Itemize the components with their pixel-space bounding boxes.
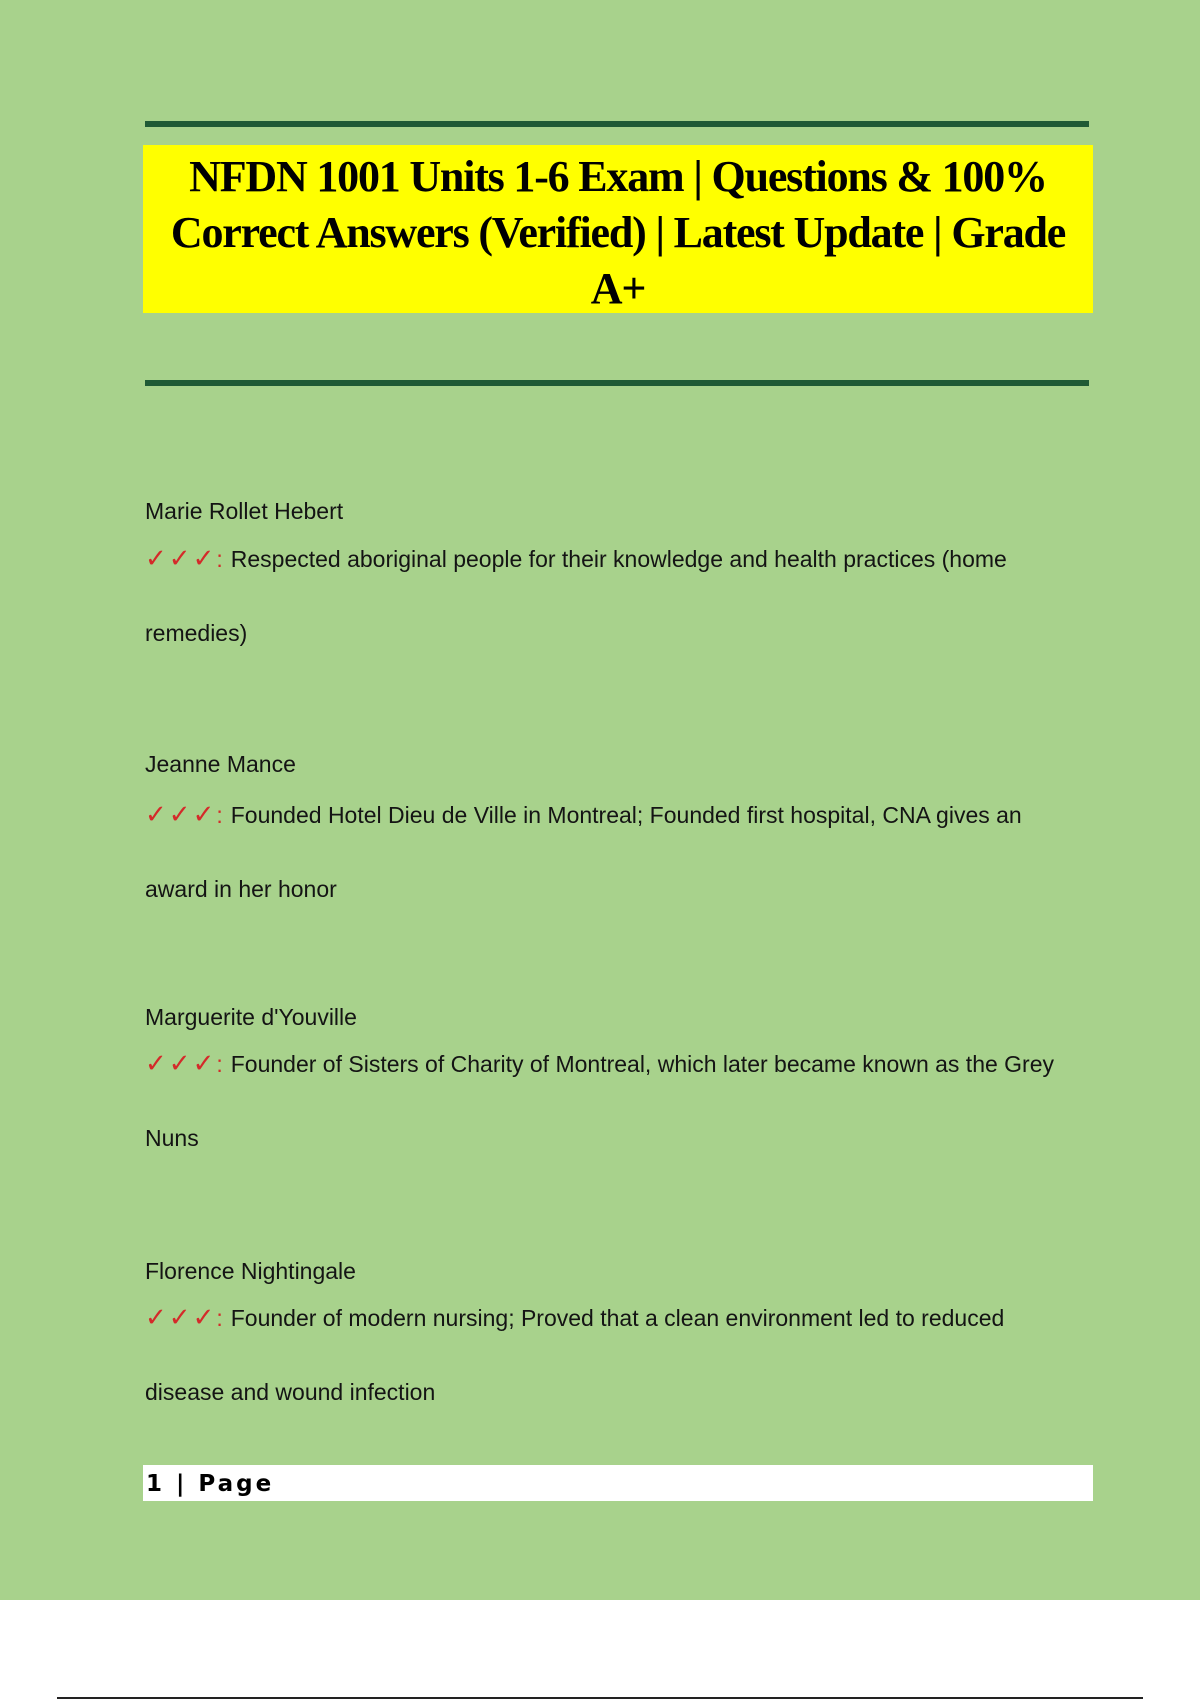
answer-colon: : (216, 802, 223, 828)
qa-answer-text: Founder of modern nursing; Proved that a clean environment led to reduced disease and wound infection (145, 1305, 1005, 1405)
qa-entry (145, 751, 1075, 902)
qa-term: Florence Nightingale (145, 1258, 356, 1284)
qa-answer (145, 1027, 1075, 1175)
qa-term: Marie Rollet Hebert (145, 498, 344, 524)
qa-answer (145, 1281, 1075, 1429)
qa-answer-text: Respected aboriginal people for their knowledge and health practices (home remedies) (145, 546, 1007, 646)
answer-colon: : (216, 1305, 223, 1331)
qa-answer (145, 778, 1075, 926)
checkmark-icon: ✓✓✓ (145, 800, 217, 830)
checkmark-icon: ✓✓✓ (145, 1303, 217, 1333)
document-title: NFDN 1001 Units 1-6 Exam | Questions & 100% Correct Answers (Verified) | Latest Update | Grade A+ (170, 152, 1066, 313)
header-rule-top (145, 121, 1089, 127)
qa-entry (145, 1258, 1075, 1405)
qa-answer-text: Founded Hotel Dieu de Ville in Montreal; Founded first hospital, CNA gives an award in her honor (145, 802, 1022, 902)
checkmark-icon: ✓✓✓ (145, 1049, 217, 1079)
qa-answer-text: Founder of Sisters of Charity of Montreal, which later became known as the Grey Nuns (145, 1051, 1055, 1151)
title-highlight (143, 145, 1093, 313)
qa-term: Marguerite d'Youville (145, 1004, 357, 1030)
qa-term: Jeanne Mance (145, 751, 296, 777)
answer-colon: : (216, 1051, 223, 1077)
qa-entry (145, 498, 1075, 646)
qa-entry (145, 1004, 1075, 1151)
page-footer (143, 1465, 1093, 1501)
checkmark-icon: ✓✓✓ (145, 544, 217, 574)
header-rule-bottom (145, 380, 1089, 386)
qa-answer (145, 522, 1075, 670)
answer-colon: : (216, 546, 223, 572)
page-number: 1 | Page (146, 1471, 275, 1497)
bottom-divider (57, 1697, 1143, 1699)
